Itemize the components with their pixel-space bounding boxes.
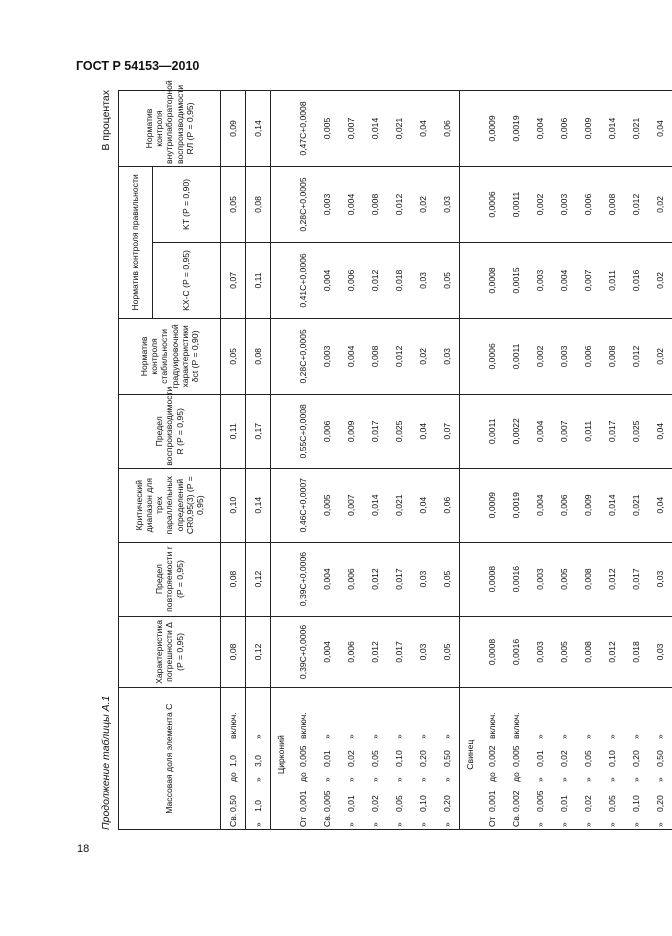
range-hi: 0,20: [630, 750, 641, 767]
mass-range-cell: [624, 688, 648, 830]
range-to: »: [345, 777, 356, 782]
mass-range-cell: [387, 688, 411, 830]
mass-range-cell: [411, 688, 435, 830]
range-lo: 0,005: [321, 790, 332, 812]
range-inc: »: [654, 734, 665, 739]
range-p: От: [297, 816, 308, 827]
value-cell: 0,008: [600, 167, 624, 243]
range-to: »: [321, 777, 332, 782]
range-hi: 0,05: [582, 750, 593, 767]
value-cell: 0,004: [528, 468, 552, 542]
col-correct: Норматив контроля правильности: [119, 167, 153, 319]
table-row: [246, 91, 271, 830]
value-cell: 0,018: [624, 616, 648, 688]
value-cell: 0,02: [411, 167, 435, 243]
value-cell: 0,28С+0,0005: [291, 318, 315, 394]
empty-cell: [271, 318, 292, 394]
range-inc: »: [534, 734, 545, 739]
mass-range-cell: [221, 688, 246, 830]
value-cell: 0,06: [435, 91, 460, 167]
page-header: ГОСТ Р 54153—2010: [76, 59, 200, 73]
range-hi: 0,01: [534, 750, 545, 767]
range-inc: включ.: [297, 712, 308, 739]
range-inc: »: [345, 734, 356, 739]
page-number: 18: [77, 843, 90, 855]
value-cell: 0,012: [624, 318, 648, 394]
range-lo: 0,001: [486, 790, 497, 812]
col-kxc: KX-C (P = 0,95): [153, 242, 221, 318]
value-cell: 0,006: [576, 167, 600, 243]
value-cell: 0,05: [435, 542, 460, 616]
range-to: до: [486, 772, 497, 782]
empty-cell: [460, 394, 481, 468]
value-cell: 0,018: [387, 242, 411, 318]
table-row: [576, 91, 600, 830]
value-cell: 0,005: [552, 542, 576, 616]
value-cell: 0,0008: [480, 542, 504, 616]
value-cell: 0,0022: [504, 394, 528, 468]
value-cell: 0,03: [411, 242, 435, 318]
range-p: Св.: [227, 813, 238, 827]
range-to: до: [227, 772, 238, 782]
value-cell: 0,008: [576, 616, 600, 688]
value-cell: 0,003: [528, 542, 552, 616]
value-cell: 0,06: [435, 468, 460, 542]
range-hi: 0,005: [297, 745, 308, 767]
col-dct: Норматив контроля стабильности градуировочной характеристики δct (P = 0,90): [119, 318, 221, 394]
table-row: [528, 91, 552, 830]
value-cell: 0,004: [528, 91, 552, 167]
value-cell: 0,005: [315, 468, 339, 542]
value-cell: 0,012: [387, 318, 411, 394]
mass-range-cell: [291, 688, 315, 830]
range-hi: 0,005: [510, 745, 521, 767]
range-hi: 0,50: [654, 750, 665, 767]
value-cell: 0,04: [648, 91, 672, 167]
range-hi: 0,02: [558, 750, 569, 767]
range-hi: 0,20: [417, 750, 428, 767]
range-to: »: [654, 777, 665, 782]
range-hi: 0,002: [486, 745, 497, 767]
value-cell: 0,014: [363, 468, 387, 542]
range-p: От: [486, 816, 497, 827]
value-cell: 0,005: [315, 91, 339, 167]
empty-cell: [460, 542, 481, 616]
value-cell: 0,012: [387, 167, 411, 243]
value-cell: 0,0016: [504, 542, 528, 616]
range-lo: 0,01: [558, 795, 569, 812]
value-cell: 0,007: [552, 394, 576, 468]
units-caption: В процентах: [100, 90, 112, 151]
mass-range-cell: [576, 688, 600, 830]
range-p: »: [441, 822, 452, 827]
table-row: [552, 91, 576, 830]
table-row: [480, 91, 504, 830]
value-cell: 0,0008: [480, 242, 504, 318]
table-row: [221, 91, 246, 830]
range-lo: 0,005: [534, 790, 545, 812]
value-cell: 0,05: [221, 318, 246, 394]
empty-cell: [460, 91, 481, 167]
range-lo: 0,02: [582, 795, 593, 812]
value-cell: 0,12: [246, 616, 271, 688]
value-cell: 0,003: [528, 616, 552, 688]
range-to: »: [582, 777, 593, 782]
range-p: »: [417, 822, 428, 827]
col-cr: Критический диапазон для трех параллельных определений CR0,95(3) (P = 0,95): [119, 468, 221, 542]
value-cell: 0,003: [552, 318, 576, 394]
range-hi: 0,01: [321, 750, 332, 767]
value-cell: 0,05: [435, 616, 460, 688]
value-cell: 0,03: [411, 616, 435, 688]
value-cell: 0,021: [387, 91, 411, 167]
value-cell: 0,17: [246, 394, 271, 468]
value-cell: 0,014: [600, 468, 624, 542]
value-cell: 0,02: [648, 167, 672, 243]
value-cell: 0,0008: [480, 616, 504, 688]
value-cell: 0,004: [528, 394, 552, 468]
value-cell: 0,0011: [504, 167, 528, 243]
value-cell: 0,09: [221, 91, 246, 167]
value-cell: 0,021: [624, 91, 648, 167]
col-mass: Массовая доля элемента C: [119, 688, 221, 830]
value-cell: 0,003: [528, 242, 552, 318]
range-lo: 0,001: [297, 790, 308, 812]
value-cell: 0,012: [600, 542, 624, 616]
value-cell: 0,008: [576, 542, 600, 616]
value-cell: 0,02: [648, 318, 672, 394]
range-to: »: [393, 777, 404, 782]
value-cell: 0,11: [221, 394, 246, 468]
value-cell: 0,007: [339, 91, 363, 167]
empty-cell: [460, 616, 481, 688]
value-cell: 0,05: [221, 167, 246, 243]
value-cell: 0,007: [339, 468, 363, 542]
mass-range-cell: [363, 688, 387, 830]
value-cell: 0,009: [576, 91, 600, 167]
value-cell: 0,017: [387, 616, 411, 688]
range-hi: 0,10: [606, 750, 617, 767]
value-cell: 0,006: [576, 318, 600, 394]
data-table: [118, 80, 672, 830]
range-lo: 0,10: [630, 795, 641, 812]
range-inc: включ.: [227, 712, 238, 739]
mass-range-cell: [435, 688, 460, 830]
mass-range-cell: [246, 688, 271, 830]
empty-cell: [271, 394, 292, 468]
col-rl: Норматив контроля внутрилабораторной воспроизводимости RЛ (P = 0,95): [119, 91, 221, 167]
value-cell: 0,0019: [504, 468, 528, 542]
range-lo: 0,10: [417, 795, 428, 812]
value-cell: 0,04: [411, 468, 435, 542]
value-cell: 0,025: [624, 394, 648, 468]
value-cell: 0,05: [435, 242, 460, 318]
range-to: »: [441, 777, 452, 782]
value-cell: 0,0019: [504, 91, 528, 167]
mass-range-cell: [315, 688, 339, 830]
value-cell: 0,0011: [504, 318, 528, 394]
value-cell: 0,009: [576, 468, 600, 542]
table-row: [291, 91, 315, 830]
value-cell: 0,04: [648, 394, 672, 468]
value-cell: 0,014: [363, 91, 387, 167]
value-cell: 0,003: [315, 167, 339, 243]
empty-cell: [271, 616, 292, 688]
value-cell: 0,04: [648, 468, 672, 542]
value-cell: 0,016: [624, 242, 648, 318]
value-cell: 0,004: [315, 242, 339, 318]
value-cell: 0,39С+0,0006: [291, 542, 315, 616]
value-cell: 0,11: [246, 242, 271, 318]
value-cell: 0,017: [624, 542, 648, 616]
value-cell: 0,006: [339, 542, 363, 616]
value-cell: 0,02: [411, 318, 435, 394]
table-row: [339, 91, 363, 830]
range-lo: 0,20: [441, 795, 452, 812]
value-cell: 0,10: [221, 468, 246, 542]
value-cell: 0,012: [363, 242, 387, 318]
value-cell: 0,009: [339, 394, 363, 468]
value-cell: 0,008: [600, 318, 624, 394]
col-R: Предел воспроизводимости R (P = 0,95): [119, 394, 221, 468]
range-inc: »: [558, 734, 569, 739]
range-p: »: [252, 822, 263, 827]
value-cell: 0,0016: [504, 616, 528, 688]
empty-cell: [271, 468, 292, 542]
value-cell: 0,021: [624, 468, 648, 542]
mass-range-cell: [600, 688, 624, 830]
empty-cell: [460, 318, 481, 394]
table-row: [600, 91, 624, 830]
table-row: [624, 91, 648, 830]
mass-range-cell: [339, 688, 363, 830]
empty-cell: [460, 242, 481, 318]
value-cell: 0,08: [246, 318, 271, 394]
value-cell: 0,02: [648, 242, 672, 318]
value-cell: 0,008: [363, 167, 387, 243]
range-p: »: [345, 822, 356, 827]
range-to: »: [252, 777, 263, 782]
table-caption: Продолжение таблицы А.1: [100, 695, 112, 830]
empty-cell: [271, 167, 292, 243]
value-cell: 0,021: [387, 468, 411, 542]
value-cell: 0,004: [315, 542, 339, 616]
range-hi: 3,0: [252, 755, 263, 767]
value-cell: 0,011: [600, 242, 624, 318]
range-to: до: [510, 772, 521, 782]
range-hi: 0,05: [369, 750, 380, 767]
mass-range-cell: [480, 688, 504, 830]
value-cell: 0,003: [315, 318, 339, 394]
value-cell: 0,08: [246, 167, 271, 243]
range-inc: включ.: [486, 712, 497, 739]
value-cell: 0,017: [600, 394, 624, 468]
range-hi: 0,10: [393, 750, 404, 767]
value-cell: 0,0009: [480, 468, 504, 542]
value-cell: 0,025: [387, 394, 411, 468]
range-hi: 0,02: [345, 750, 356, 767]
range-hi: 0,50: [441, 750, 452, 767]
range-lo: 0,50: [227, 795, 238, 812]
range-to: »: [558, 777, 569, 782]
table-row: [363, 91, 387, 830]
value-cell: 0,006: [552, 91, 576, 167]
range-p: »: [582, 822, 593, 827]
value-cell: 0,14: [246, 91, 271, 167]
value-cell: 0,0006: [480, 167, 504, 243]
value-cell: 0,07: [435, 394, 460, 468]
range-p: »: [606, 822, 617, 827]
value-cell: 0,004: [315, 616, 339, 688]
value-cell: 0,08: [221, 542, 246, 616]
empty-cell: [271, 242, 292, 318]
value-cell: 0,12: [246, 542, 271, 616]
empty-cell: [460, 167, 481, 243]
value-cell: 0,03: [648, 616, 672, 688]
value-cell: 0,006: [339, 616, 363, 688]
value-cell: 0,0009: [480, 91, 504, 167]
value-cell: 0,005: [552, 616, 576, 688]
value-cell: 0,003: [552, 167, 576, 243]
rotated-table-area: [100, 80, 665, 830]
value-cell: 0,017: [387, 542, 411, 616]
mass-range-cell: [648, 688, 672, 830]
value-cell: 0,04: [411, 91, 435, 167]
table-row: [315, 91, 339, 830]
value-cell: 0,04: [411, 394, 435, 468]
empty-cell: [271, 542, 292, 616]
range-lo: 1,0: [252, 800, 263, 812]
value-cell: 0,03: [435, 167, 460, 243]
range-inc: включ.: [510, 712, 521, 739]
range-inc: »: [393, 734, 404, 739]
range-p: »: [630, 822, 641, 827]
table-row: [504, 91, 528, 830]
range-lo: 0,05: [606, 795, 617, 812]
value-cell: 0,41С+0,0006: [291, 242, 315, 318]
group-title: Свинец: [460, 688, 481, 830]
range-p: Св.: [510, 813, 521, 827]
range-inc: »: [606, 734, 617, 739]
value-cell: 0,08: [221, 616, 246, 688]
value-cell: 0,03: [435, 318, 460, 394]
value-cell: 0,0015: [504, 242, 528, 318]
value-cell: 0,0006: [480, 318, 504, 394]
range-p: »: [534, 822, 545, 827]
range-lo: 0,02: [369, 795, 380, 812]
range-to: »: [606, 777, 617, 782]
value-cell: 0,28С+0,0005: [291, 167, 315, 243]
col-r: Предел повторяемости r (P = 0,95): [119, 542, 221, 616]
value-cell: 0,012: [600, 616, 624, 688]
value-cell: 0,004: [552, 242, 576, 318]
group-title: Цирконий: [271, 688, 292, 830]
range-p: »: [369, 822, 380, 827]
value-cell: 0,07: [221, 242, 246, 318]
range-p: »: [393, 822, 404, 827]
value-cell: 0,006: [552, 468, 576, 542]
value-cell: 0,14: [246, 468, 271, 542]
value-cell: 0,007: [576, 242, 600, 318]
range-to: »: [534, 777, 545, 782]
range-inc: »: [369, 734, 380, 739]
range-lo: 0,002: [510, 790, 521, 812]
mass-range-cell: [552, 688, 576, 830]
value-cell: 0,017: [363, 394, 387, 468]
value-cell: 0,011: [576, 394, 600, 468]
table-row: [435, 91, 460, 830]
value-cell: 0,47С+0,0008: [291, 91, 315, 167]
range-inc: »: [417, 734, 428, 739]
range-to: »: [369, 777, 380, 782]
value-cell: 0,46С+0,0007: [291, 468, 315, 542]
table-row: [648, 91, 672, 830]
value-cell: 0,39С+0,0006: [291, 616, 315, 688]
value-cell: 0,03: [411, 542, 435, 616]
value-cell: 0,002: [528, 318, 552, 394]
empty-cell: [460, 468, 481, 542]
value-cell: 0,008: [363, 318, 387, 394]
table-row: [411, 91, 435, 830]
col-delta: Характеристика погрешности Δ (P = 0,95): [119, 616, 221, 688]
value-cell: 0,03: [648, 542, 672, 616]
range-lo: 0,20: [654, 795, 665, 812]
value-cell: 0,004: [339, 167, 363, 243]
group-row: [460, 91, 481, 830]
range-p: »: [558, 822, 569, 827]
col-kt: KT (P = 0,90): [153, 167, 221, 243]
value-cell: 0,006: [339, 242, 363, 318]
value-cell: 0,002: [528, 167, 552, 243]
group-row: [271, 91, 292, 830]
range-inc: »: [321, 734, 332, 739]
mass-range-cell: [504, 688, 528, 830]
range-to: до: [297, 772, 308, 782]
value-cell: 0,006: [315, 394, 339, 468]
mass-range-cell: [528, 688, 552, 830]
range-inc: »: [252, 734, 263, 739]
value-cell: 0,012: [363, 542, 387, 616]
range-p: Св.: [321, 813, 332, 827]
range-inc: »: [630, 734, 641, 739]
table-row: [387, 91, 411, 830]
value-cell: 0,0011: [480, 394, 504, 468]
value-cell: 0,014: [600, 91, 624, 167]
range-hi: 1,0: [227, 755, 238, 767]
value-cell: 0,004: [339, 318, 363, 394]
range-p: »: [654, 822, 665, 827]
range-inc: »: [441, 734, 452, 739]
empty-cell: [271, 91, 292, 167]
value-cell: 0,55С+0,0008: [291, 394, 315, 468]
value-cell: 0,012: [363, 616, 387, 688]
value-cell: 0,012: [624, 167, 648, 243]
range-to: »: [630, 777, 641, 782]
range-to: »: [417, 777, 428, 782]
range-inc: »: [582, 734, 593, 739]
range-lo: 0,01: [345, 795, 356, 812]
range-lo: 0,05: [393, 795, 404, 812]
